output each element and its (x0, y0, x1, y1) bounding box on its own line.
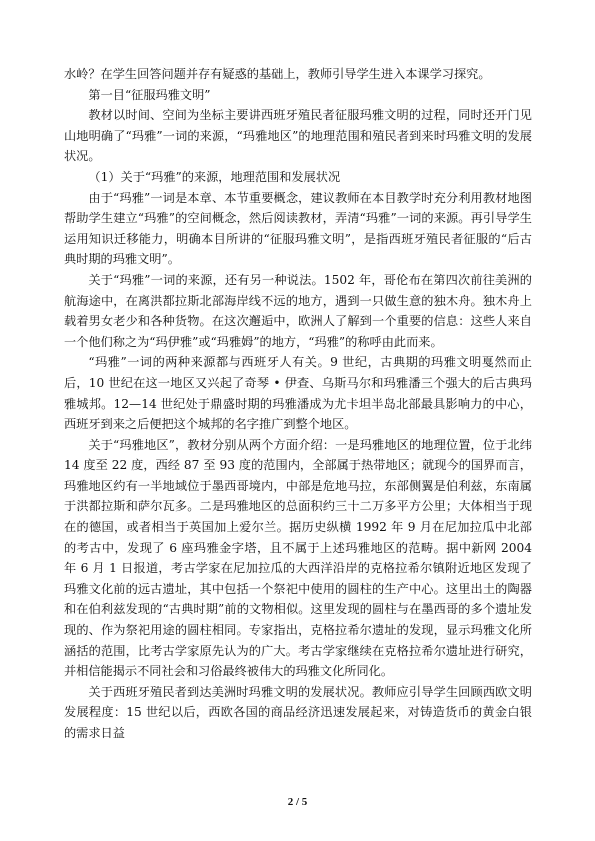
page-number: 2 / 5 (287, 796, 308, 808)
paragraph: 关于“玛雅地区”，教材分别从两个方面介绍：一是玛雅地区的地理位置，位于北纬 14 度至 22 度，西经 87 至 93 度的范围内，全部属于热带地区；就现今的国界而言，玛雅地区约有一半地域位于墨西哥境内，中部是危地马拉，东部侧翼是伯利兹，东南属于洪都拉斯和萨尔瓦多。二是玛雅地区的总面积约三十二万多平方公里；大体相当于现在的德国，或者相当于英国加上爱尔兰。据历史纵横 1992 年 9 月在尼加拉瓜中北部的考古中，发现了 6 座玛雅金字塔，且不属于上述玛雅地区的范畴。据中新网 2004 年 6 月 1 日报道，考古学家在尼加拉瓜的大西洋沿岸的克格拉希尔镇附近地区发现了玛雅文化前的远古遗址，其中包括一个祭祀中使用的圆柱的生产中心。这里出土的陶器和在伯利兹发现的“古典时期”前的文物相似。这里发现的圆柱与在墨西哥的多个遗址发现的、作为祭祀用途的圆柱相同。专家指出，克格拉希尔遗址的发现，显示玛雅文化所涵括的范围，比考古学家原先认为的广大。考古学家继续在克格拉希尔遗址进行研究，并相信能揭示不同社会和习俗最终被伟大的玛雅文化所同化。 (64, 437, 532, 679)
paragraph: “玛雅”一词的两种来源都与西班牙人有关。9 世纪，古典期的玛雅文明戛然而止后，10 世纪在这一地区又兴起了奇琴 • 伊查、乌斯马尔和玛雅潘三个强大的后古典玛雅城邦。12—14 世纪处于鼎盛时期的玛雅潘成为尤卡坦半岛北部最具影响力的中心，西班牙到来之后便把这个城邦的名字推广到整个地区。 (64, 355, 532, 432)
document-body (64, 64, 532, 744)
paragraph: 关于西班牙殖民者到达美洲时玛雅文明的发展状况。教师应引导学生回顾西欧文明发展程度：15 世纪以后，西欧各国的商品经济迅速发展起来，对铸造货币的黄金白银的需求日益 (64, 684, 532, 740)
subsection-heading: （1）关于“玛雅”的来源，地理范围和发展状况 (88, 169, 341, 184)
section-heading: 第一目“征服玛雅文明” (88, 87, 211, 102)
paragraph-continuation: 水岭？在学生回答问题并存有疑惑的基础上，教师引导学生进入本课学习探究。 (64, 67, 491, 81)
paragraph: 教材以时间、空间为坐标主要讲西班牙殖民者征服玛雅文明的过程，同时还开门见山地明确了“玛雅”一词的来源，“玛雅地区”的地理范围和殖民者到来时玛雅文明的发展状况。 (64, 108, 532, 164)
paragraph: 关于“玛雅”一词的来源，还有另一种说法。1502 年，哥伦布在第四次前往美洲的航海途中，在离洪都拉斯北部海岸线不远的地方，遇到一只做生意的独木舟。独木舟上载着男女老少和各种货物。在这次邂逅中，欧洲人了解到一个重要的信息：这些人来自一个他们称之为“玛伊雅”或“玛雅姆”的地方，“玛雅”的称呼由此而来。 (64, 272, 532, 349)
paragraph: 由于“玛雅”一词是本章、本节重要概念，建议教师在本目教学时充分利用教材地图帮助学生建立“玛雅”的空间概念，然后阅读教材，弄清“玛雅”一词的来源。再引导学生运用知识迁移能力，明确本目所讲的“征服玛雅文明”，是指西班牙殖民者征服的“后古典时期的玛雅文明”。 (64, 190, 532, 267)
